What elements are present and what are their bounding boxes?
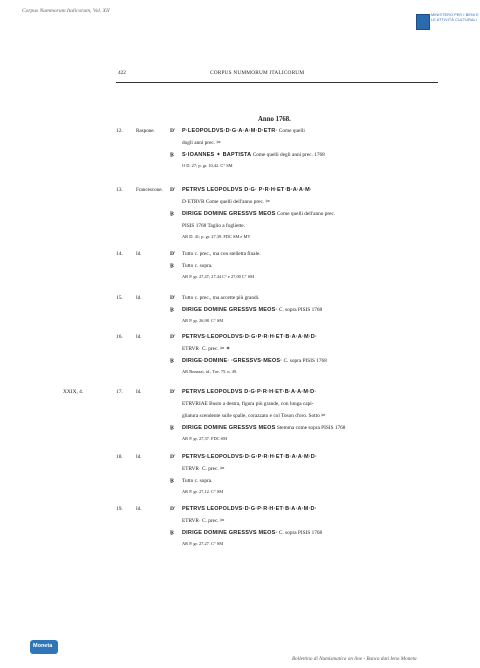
obverse-line: [182, 334, 317, 340]
coin-type: Id.: [136, 295, 142, 301]
specimen-details: AR D. 41; p. gr. 27,39. FDC SM e MV: [182, 234, 251, 239]
reverse-line: [182, 211, 335, 217]
coin-description: Tutto c. prec., ma con stelletta finale.: [182, 251, 261, 257]
entry-number: 16.: [116, 334, 123, 340]
entry-number: 15.: [116, 295, 123, 301]
entry-number: 19.: [116, 506, 123, 512]
page-number: 422: [118, 70, 126, 76]
reverse-line: [182, 152, 325, 158]
coin-type: Id.: [136, 506, 142, 512]
reverse-line: [182, 425, 345, 431]
obverse-mark: D': [170, 187, 176, 193]
obverse-line: [182, 295, 259, 301]
coin-description: Come quelli degli anni prec. 1768: [252, 152, 325, 158]
ministry-name: MINISTERO PER I BENI E LE ATTIVITÀ CULTURALI: [431, 13, 479, 22]
entry-number: 13.: [116, 187, 123, 193]
coin-legend: DIRIGE DOMINE GRESSVS MEOS·: [182, 530, 278, 536]
specimen-details: AR P. gr. 26,98. C° SM: [182, 318, 224, 323]
obverse-mark: D': [170, 334, 176, 340]
specimen-details: AR P. gr. 27,37. FDC SM: [182, 436, 228, 441]
obverse-mark: D': [170, 506, 176, 512]
reverse-mark: Ɽ: [170, 478, 175, 484]
coin-description: Stemma come sopra PISIS 1768: [276, 425, 346, 431]
entry-number: 14.: [116, 251, 123, 257]
entry-number: 18.: [116, 454, 123, 460]
reverse-mark: Ɽ: [170, 530, 175, 536]
reverse-line: [182, 307, 322, 313]
coin-legend: DIRIGE DOMINE GRESSVS MEOS: [182, 425, 276, 431]
coin-legend: P·LEOPOLDVS·D·G·A·A·M·D·ETR·: [182, 128, 278, 134]
coin-type: Id.: [136, 251, 142, 257]
continuation-line: dogli anni prec. ✂: [182, 140, 221, 146]
coin-legend: DIRIGE·DOMINE· ·GRESSVS·MEOS·: [182, 358, 283, 364]
continuation-line: ETRVRIAE Busto a destra, figura più grande, con lunga capi-: [182, 401, 314, 407]
coin-legend: PETRVS LEOPOLDVS D·G· P·R·H·ET·B·A·A·M·: [182, 187, 312, 193]
coin-type: Id.: [136, 454, 142, 460]
obverse-mark: D': [170, 295, 176, 301]
plate-reference: XXIX, 4.: [63, 389, 84, 395]
coin-description: C. sopra PISIS 1768: [278, 530, 323, 536]
obverse-line: [182, 389, 316, 395]
coin-legend: PETRVS LEOPOLDVS D·G·P·R·H·ET·B·A·A·M·D·: [182, 389, 317, 395]
reverse-line: [182, 478, 212, 484]
obverse-mark: D': [170, 251, 176, 257]
obverse-mark: D': [170, 389, 176, 395]
obverse-line: [182, 251, 261, 257]
reverse-line: [182, 358, 327, 364]
coin-legend: PETRVS LEOPOLDVS·D·G·P·R·H·ET·B·A·A·M·D·: [182, 506, 317, 512]
reverse-mark: Ɽ: [170, 263, 175, 269]
specimen-details: AR P. gr. 27,47; 27,44 C° e 27,00 C° SM: [182, 274, 255, 279]
reverse-mark: Ɽ: [170, 358, 175, 364]
coin-type: Raspone.: [136, 128, 155, 134]
specimen-details: O D. 27; p. gr. 10,42. C° SM: [182, 163, 233, 168]
reverse-mark: Ɽ: [170, 211, 175, 217]
coin-legend: PETRVS·LEOPOLDVS·D·G·P·R·H·ET·B·A·A·M·D·: [182, 454, 317, 460]
coin-type: Francescone.: [136, 187, 163, 193]
coin-type: Id.: [136, 334, 142, 340]
footer-text: Bollettino di Numismatica on line - Banca dati Ieno Moneta: [292, 656, 417, 662]
ministry-logo-icon: [416, 14, 430, 30]
running-head: Corpus Nummorum Italicorum, Vol. XII: [22, 8, 110, 14]
reverse-mark: Ɽ: [170, 152, 175, 158]
specimen-details: AR Bonazzi, id., Tav. 75, n. 49.: [182, 369, 238, 374]
continuation-line: ETRVR· C. prec. ✂ ✶: [182, 346, 231, 352]
continuation-line: D·ETRVR Come quelli dell'anno prec. ✂: [182, 199, 270, 205]
coin-legend: DIRIGE DOMINE GRESSVS MEOS·: [182, 307, 278, 313]
coin-description: Come quelli: [278, 128, 305, 134]
coin-description: C. sopra PISIS 1768: [278, 307, 323, 313]
specimen-details: AR P. gr. 27,12. C° SM: [182, 489, 224, 494]
page-title: CORPUS NUMMORUM ITALICORUM: [210, 70, 305, 76]
reverse-mark: Ɽ: [170, 307, 175, 313]
coin-type: Id.: [136, 389, 142, 395]
header-rule: [116, 82, 438, 83]
obverse-line: [182, 128, 305, 134]
coin-legend: S·IOANNES ✦ BAPTISTA: [182, 152, 252, 158]
footer-logo: [30, 640, 58, 654]
obverse-mark: D': [170, 128, 176, 134]
continuation-line: gliatura scendente sulle spalle, corazzato e col Toson d'oro. Sotto ✂: [182, 413, 326, 419]
reverse-line: [182, 263, 212, 269]
coin-description: Tutto c. prec., ma accette più grandi.: [182, 295, 260, 301]
coin-description: Tutto c. sopra.: [182, 263, 213, 269]
entry-number: 17.: [116, 389, 123, 395]
coin-legend: DIRIGE DOMINE GRESSVS MEOS: [182, 211, 276, 217]
obverse-mark: D': [170, 454, 176, 460]
obverse-line: [182, 187, 312, 193]
obverse-line: [182, 506, 317, 512]
continuation-line: ETRVR· C. prec. ✂: [182, 466, 225, 472]
coin-description: Come quelli dell'anno prec.: [276, 211, 336, 217]
coin-description: Tutto c. sopra.: [182, 478, 213, 484]
year-heading: Anno 1768.: [258, 116, 291, 123]
coin-legend: PETRVS·LEOPOLDVS·D·G·P·R·H·ET·B·A·A·M·D·: [182, 334, 317, 340]
footer-logo-text: Moneta: [33, 643, 53, 649]
entry-number: 12.: [116, 128, 123, 134]
coin-description: C. sopra PISIS 1768: [283, 358, 327, 364]
continuation-line: ETRVR· C. prec. ✂: [182, 518, 225, 524]
specimen-details: AR P. gr. 27,27. C° SM: [182, 541, 224, 546]
continuation-line: PISIS 1768 Taglio a fogliette.: [182, 223, 245, 229]
reverse-line: [182, 530, 322, 536]
obverse-line: [182, 454, 317, 460]
reverse-mark: Ɽ: [170, 425, 175, 431]
